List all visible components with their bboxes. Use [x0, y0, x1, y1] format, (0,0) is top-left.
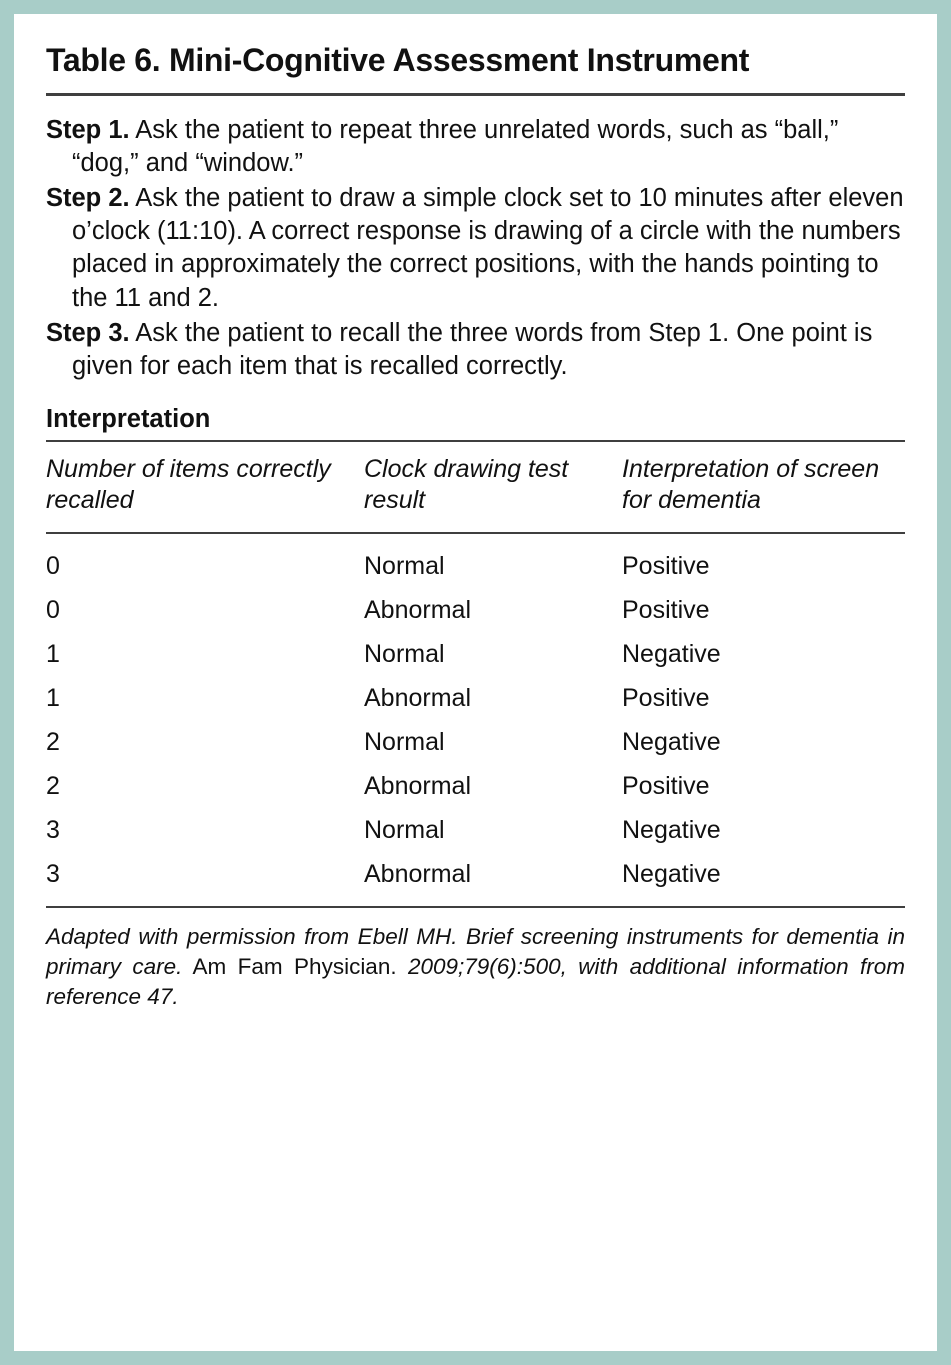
table-row — [46, 544, 905, 588]
cell-clock-result: Abnormal — [364, 772, 471, 801]
steps-list — [46, 114, 905, 383]
table-bottom-divider — [46, 906, 905, 908]
cell-interpretation: Negative — [622, 860, 721, 889]
table-row — [46, 632, 905, 676]
interpretation-table — [46, 452, 905, 527]
cell-items-recalled: 1 — [46, 640, 60, 669]
table-head — [46, 452, 905, 527]
page-title: Table 6. Mini-Cognitive Assessment Instrument — [46, 42, 750, 78]
step-label: Step 1. — [46, 115, 130, 144]
title-divider — [46, 93, 905, 96]
cell-clock-result: Normal — [364, 728, 445, 757]
cell-clock-result: Abnormal — [364, 860, 471, 889]
cell-items-recalled: 2 — [46, 772, 60, 801]
table-top-divider — [46, 440, 905, 442]
interpretation-heading: Interpretation — [46, 404, 211, 433]
footnote-part-3: 2009;79(6):500, with additional information from reference 47. — [46, 954, 905, 1009]
step-label: Step 2. — [46, 184, 130, 213]
cell-interpretation: Positive — [622, 552, 710, 581]
table-header-divider — [46, 532, 905, 534]
cell-clock-result: Normal — [364, 816, 445, 845]
cell-items-recalled: 3 — [46, 816, 60, 845]
column-header-clock-result: Clock drawing test result — [364, 454, 569, 515]
cell-items-recalled: 2 — [46, 728, 60, 757]
step-text: Ask the patient to repeat three unrelated words, such as “ball,” “dog,” and “window.” — [72, 115, 839, 177]
step-text: Ask the patient to draw a simple clock set to 10 minutes after eleven o’clock (11:10). A correct response is drawing of a circle with the numbers placed in approximately the correct positions, with the hands pointing to the 11 and 2. — [72, 184, 904, 312]
table-header-row — [46, 452, 905, 527]
column-header-items-recalled: Number of items correctly recalled — [46, 454, 331, 515]
cell-interpretation: Positive — [622, 772, 710, 801]
cell-clock-result: Abnormal — [364, 596, 471, 625]
step-text: Ask the patient to recall the three words from Step 1. One point is given for each item that is recalled correctly. — [72, 318, 873, 380]
table-row — [46, 720, 905, 764]
footnote-journal: Am Fam Physician. — [182, 954, 408, 980]
table-row — [46, 808, 905, 852]
list-item — [46, 182, 905, 315]
footnote — [46, 922, 905, 1011]
table-inner — [14, 14, 937, 1351]
step-label: Step 3. — [46, 318, 130, 347]
cell-items-recalled: 1 — [46, 684, 60, 713]
list-item — [46, 317, 905, 383]
cell-clock-result: Normal — [364, 640, 445, 669]
cell-interpretation: Negative — [622, 728, 721, 757]
cell-interpretation: Positive — [622, 684, 710, 713]
footnote-part-1: Adapted with permission from Ebell MH. Brief screening instruments for dementia in primary care. — [46, 924, 905, 980]
list-item — [46, 114, 905, 180]
table-row — [46, 588, 905, 632]
table-row — [46, 676, 905, 720]
cell-interpretation: Negative — [622, 816, 721, 845]
cell-clock-result: Normal — [364, 552, 445, 581]
column-header-interpretation: Interpretation of screen for dementia — [622, 454, 880, 515]
cell-items-recalled: 0 — [46, 552, 60, 581]
table-row — [46, 852, 905, 896]
table-body — [46, 544, 905, 896]
cell-items-recalled: 3 — [46, 860, 60, 889]
table-row — [46, 764, 905, 808]
cell-items-recalled: 0 — [46, 596, 60, 625]
cell-interpretation: Positive — [622, 596, 710, 625]
cell-clock-result: Abnormal — [364, 684, 471, 713]
cell-interpretation: Negative — [622, 640, 721, 669]
interpretation-table-body — [46, 544, 905, 896]
